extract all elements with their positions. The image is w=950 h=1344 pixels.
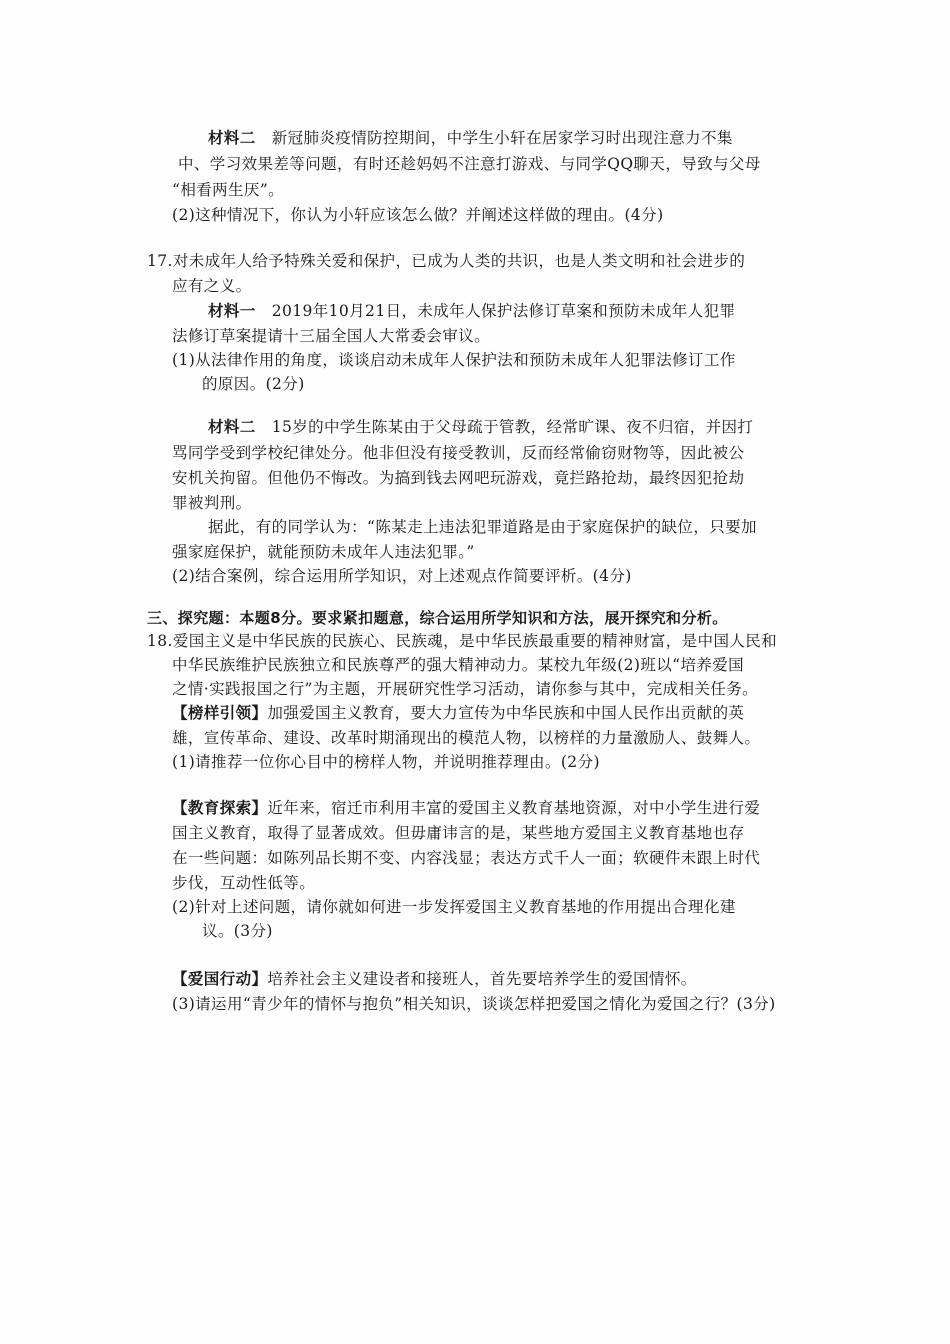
q16-question-2: (2)这种情况下，你认为小轩应该怎么做？并阐述这样做的理由。(4分) xyxy=(172,206,664,224)
q16-material2-line3: “相看两生厌”。 xyxy=(172,181,285,199)
q17-question1-line2: 的原因。(2分) xyxy=(202,375,305,393)
q17-material1-label: 材料一 xyxy=(208,301,256,320)
q18-part1-line2: 雄，宣传革命、建设、改革时期涌现出的模范人物，以榜样的力量激励人、鼓舞人。 xyxy=(172,729,761,747)
q17-question1-line1: (1)从法律作用的角度，谈谈启动未成年人保护法和预防未成年人犯罪法修订工作 xyxy=(172,351,736,369)
q18-stem-line3: 之情·实践报国之行”为主题，开展研究性学习活动，请你参与其中，完成相关任务。 xyxy=(172,680,759,698)
q18-part2-label: 【教育探索】 xyxy=(172,798,268,817)
q17-stem-line2: 应有之义。 xyxy=(172,277,252,295)
q18-question2-line2: 议。(3分) xyxy=(202,922,273,940)
q18-part2-line4: 步伐，互动性低等。 xyxy=(172,874,316,892)
q17-stem-line1: 17.对未成年人给予特殊关爱和保护，已成为人类的共识，也是人类文明和社会进步的 xyxy=(147,252,746,270)
q17-material2-line1: 材料二 15岁的中学生陈某由于父母疏于管教，经常旷课、夜不归宿，并因打 xyxy=(208,417,754,436)
q16-material2-label: 材料二 xyxy=(208,128,256,147)
q16-material2-line2: 中、学习效果差等问题，有时还趁妈妈不注意打游戏、与同学QQ聊天，导致与父母 xyxy=(178,155,761,173)
q16-material2-line1: 材料二 新冠肺炎疫情防控期间，中学生小轩在居家学习时出现注意力不集 xyxy=(208,128,733,147)
q17-material1-line1: 材料一 2019年10月21日，未成年人保护法修订草案和预防未成年人犯罪 xyxy=(208,301,736,320)
q18-part1-label: 【榜样引领】 xyxy=(172,703,268,722)
q18-question1: (1)请推荐一位你心目中的榜样人物，并说明推荐理由。(2分) xyxy=(172,753,600,771)
q17-material2-line2: 骂同学受到学校纪律处分。他非但没有接受教训，反而经常偷窃财物等，因此被公 xyxy=(172,444,745,462)
q17-view-line2: 强家庭保护，就能预防未成年人违法犯罪。” xyxy=(172,543,475,561)
q17-material2-line3: 安机关拘留。但他仍不悔改。为搞到钱去网吧玩游戏，竟拦路抢劫，最终因犯抢劫 xyxy=(172,469,745,487)
q18-part2-line1: 【教育探索】近年来，宿迁市利用丰富的爱国主义教育基地资源，对中小学生进行爱 xyxy=(172,798,761,817)
section3-header: 三、探究题：本题8分。要求紧扣题意，综合运用所学知识和方法，展开探究和分析。 xyxy=(147,609,728,627)
q17-question2: (2)结合案例，综合运用所学知识，对上述观点作简要评析。(4分) xyxy=(172,567,632,585)
q18-question2-line1: (2)针对上述问题，请你就如何进一步发挥爱国主义教育基地的作用提出合理化建 xyxy=(172,898,736,916)
q17-material1-line2: 法修订草案提请十三届全国人大常委会审议。 xyxy=(172,327,491,345)
q18-part2-line2: 国主义教育，取得了显著成效。但毋庸讳言的是，某些地方爱国主义教育基地也存 xyxy=(172,824,745,842)
q18-stem-line1: 18.爱国主义是中华民族的民族心、民族魂，是中华民族最重要的精神财富，是中国人民和 xyxy=(147,632,778,650)
q17-view-line1: 据此，有的同学认为：“陈某走上违法犯罪道路是由于家庭保护的缺位，只要加 xyxy=(208,518,757,536)
q17-material2-line4: 罪被判刑。 xyxy=(172,494,252,512)
q17-material2-label: 材料二 xyxy=(208,417,256,436)
q18-part3-label: 【爱国行动】 xyxy=(172,969,268,988)
q18-question3: (3)请运用“青少年的情怀与抱负”相关知识，谈谈怎样把爱国之情化为爱国之行？(3分) xyxy=(172,995,776,1013)
q18-stem-line2: 中华民族维护民族独立和民族尊严的强大精神动力。某校九年级(2)班以“培养爱国 xyxy=(172,656,745,674)
q18-part3-line1: 【爱国行动】培养社会主义建设者和接班人，首先要培养学生的爱国情怀。 xyxy=(172,969,697,988)
q18-part2-line3: 在一些问题：如陈列品长期不变、内容浅显；表达方式千人一面；软硬件未跟上时代 xyxy=(172,849,761,867)
q18-part1-line1: 【榜样引领】加强爱国主义教育，要大力宣传为中华民族和中国人民作出贡献的英 xyxy=(172,703,745,722)
